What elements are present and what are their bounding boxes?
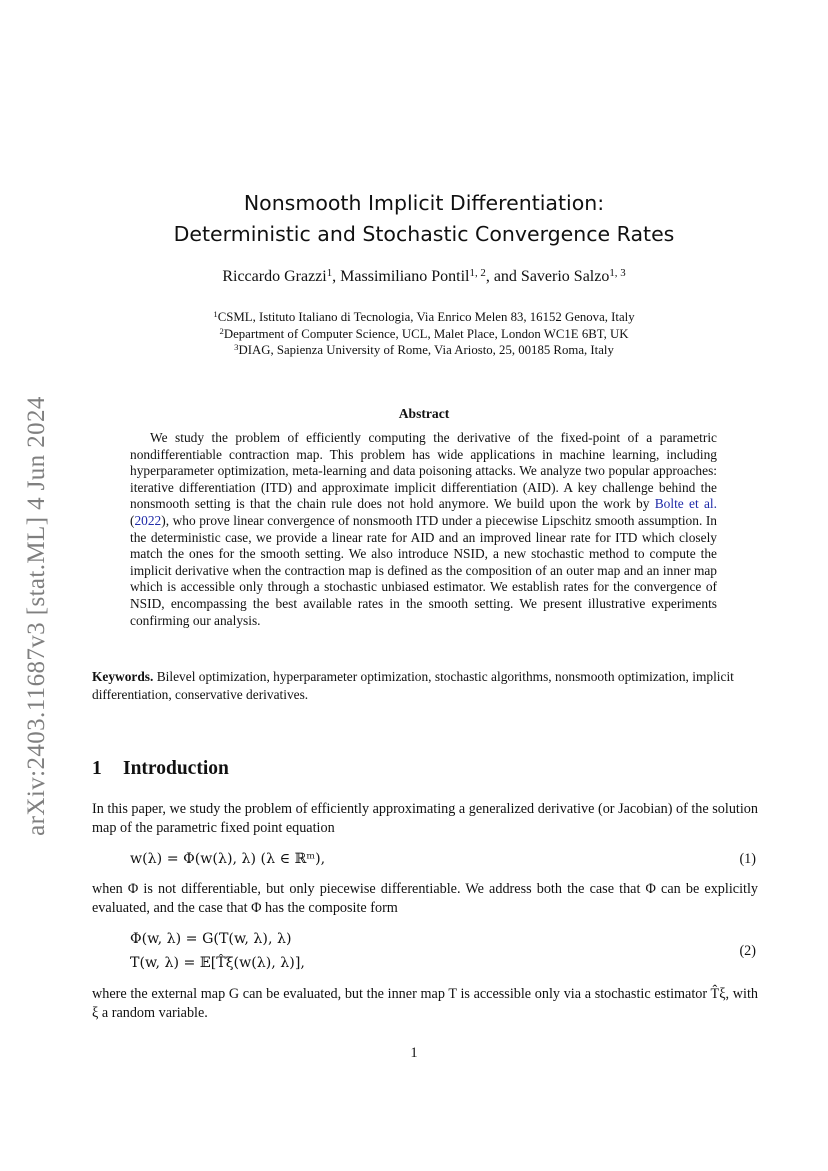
author-name: Saverio Salzo [520,268,610,285]
abstract-heading: Abstract [398,406,450,421]
title-line-2: Deterministic and Stochastic Convergence Rates [173,222,675,246]
author-name: Massimiliano Pontil [340,268,470,285]
author-separator: , [332,268,341,285]
affiliation-text: DIAG, Sapienza University of Rome, Via Ariosto, 25, 00185 Roma, Italy [238,343,614,357]
affiliation-text: CSML, Istituto Italiano di Tecnologia, Via Enrico Melen 83, 16152 Genova, Italy [217,310,635,324]
affiliation-text: Department of Computer Science, UCL, Malet Place, London WC1E 6BT, UK [223,326,629,341]
citation-link-author[interactable]: Bolte et al. [654,496,717,512]
section-heading [92,758,229,780]
author-name: Riccardo Grazzi [222,268,327,285]
keywords-label: Keywords. [92,669,154,684]
affiliation-mark: 2 [219,325,224,336]
intro-paragraph-1: In this paper, we study the problem of efficiently approximating a generalized derivative (or Jacobian) of the solution map of the parametric fixed point equation [92,801,758,836]
abstract-body [130,430,717,629]
citation-link-year[interactable]: 2022 [134,512,162,528]
author-separator: , and [485,268,521,285]
affiliation-mark: 1 [213,309,218,320]
keywords-text: Bilevel optimization, hyperparameter optimization, stochastic algorithms, nonsmooth optimization, implicit differentiation, conservative derivatives. [92,669,734,702]
affiliation-mark: 3 [234,342,239,353]
author-affiliation-mark: 1, 3 [609,267,626,280]
affiliation-line [90,309,758,326]
abstract-text-after: , who prove linear convergence of nonsmooth ITD under a piecewise Lipschitz smooth assumption. In the deterministic case, we provide a linear rate for AID and an improved linear rate for ITD which closely match the ones for the smooth setting. We also introduce NSID, a new stochastic method to compute the implicit derivative when the contraction map is defined as the composition of an outer map and an inner map which is accessible only through a stochastic unbiased estimator. We establish rates for the convergence of NSID, encompassing the best available rates in the smooth setting. We present illustrative experiments confirming our analysis. [130,512,717,628]
citation-close-paren: ) [161,512,166,528]
arxiv-identifier-text: arXiv:2403.11687v3 [stat.ML] 4 Jun 2024 [23,396,51,836]
paper-title [90,188,758,250]
affiliation-list [90,309,758,359]
citation-open-paren: ( [130,512,135,528]
author-affiliation-mark: 1 [326,267,333,280]
arxiv-identifier-stamp [12,372,62,860]
equation-1-number: (1) [739,851,756,867]
section-number: 1 [92,758,102,779]
equation-1-formula: w(λ) = Φ(w(λ), λ) (λ ∈ ℝᵐ), [130,851,326,867]
affiliation-line [90,326,758,343]
intro-paragraph-3: where the external map G can be evaluated, but the inner map T is accessible only via a stochastic estimator T̂ξ, with ξ a random variable. [92,986,758,1021]
equation-2-number: (2) [739,943,756,959]
intro-paragraph-2: when Φ is not differentiable, but only piecewise differentiable. We address both the case that Φ can be explicitly evaluated, and the case that Φ has the composite form [92,881,758,916]
author-affiliation-mark: 1, 2 [469,267,486,280]
affiliation-line [90,342,758,359]
equation-2-line-2: T(w, λ) = 𝔼[T̂ξ(w(λ), λ)], [130,955,305,971]
keywords-paragraph [92,668,758,703]
abstract-text-before: We study the problem of efficiently computing the derivative of the fixed-point of a parametric nondifferentiable contraction map. This problem has wide applications in machine learning, including hyperparameter optimization, meta-learning and data poisoning attacks. We analyze two popular approaches: iterative differentiation (ITD) and approximate implicit differentiation (AID). A key challenge behind the nonsmooth setting is that the chain rule does not hold anymore. We build upon the work by [130,430,717,512]
equation-2 [130,930,756,972]
equation-2-line-1: Φ(w, λ) = G(T(w, λ), λ) [130,931,292,947]
page-number: 1 [410,1045,418,1061]
author-list [90,267,758,287]
equation-1 [130,850,756,868]
section-title: Introduction [123,758,229,779]
title-line-1: Nonsmooth Implicit Differentiation: [243,191,605,215]
